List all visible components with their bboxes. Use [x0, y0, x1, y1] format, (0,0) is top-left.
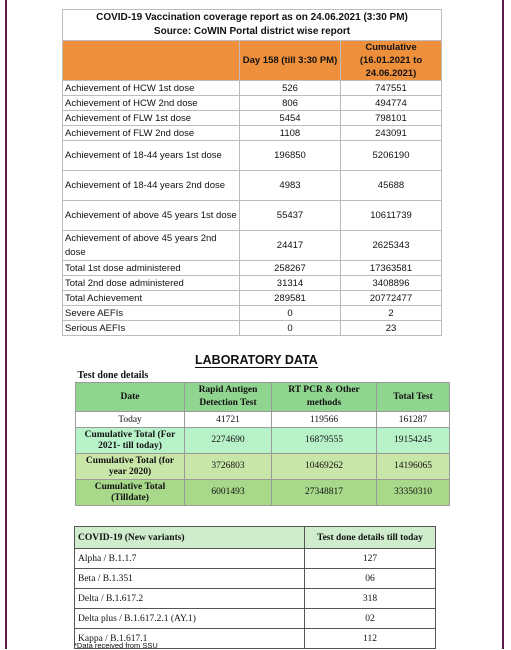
- row-label: Achievement of above 45 years 1st dose: [63, 201, 240, 231]
- row-day-value: 289581: [240, 291, 341, 306]
- row-cumulative-value: 10611739: [341, 201, 442, 231]
- row-cumulative-value: 798101: [341, 111, 442, 126]
- lab-header-rat: Rapid Antigen Detection Test: [185, 383, 272, 412]
- vaccination-header-row: [63, 41, 442, 81]
- table-row: [63, 276, 442, 291]
- lab-rtpcr: 27348817: [272, 480, 377, 506]
- table-row: [75, 609, 436, 629]
- variants-table: [74, 526, 436, 649]
- lab-rtpcr: 119566: [272, 412, 377, 428]
- lab-rat: 3726803: [185, 454, 272, 480]
- table-row: [63, 201, 442, 231]
- vaccination-header-blank: [63, 41, 240, 81]
- row-cumulative-value: 2625343: [341, 231, 442, 261]
- row-label: Serious AEFIs: [63, 321, 240, 336]
- variant-value: 112: [305, 629, 436, 649]
- row-label: Total 1st dose administered: [63, 261, 240, 276]
- row-label: Total 2nd dose administered: [63, 276, 240, 291]
- row-cumulative-value: 747551: [341, 81, 442, 96]
- lab-total: 161287: [377, 412, 450, 428]
- lab-date: Cumulative Total (For 2021- till today): [76, 428, 185, 454]
- table-row: [63, 96, 442, 111]
- vaccination-title-line1: COVID-19 Vaccination coverage report as on 24.06.2021 (3:30 PM): [96, 12, 408, 23]
- lab-rtpcr: 16879555: [272, 428, 377, 454]
- row-label: Achievement of HCW 2nd dose: [63, 96, 240, 111]
- row-cumulative-value: 45688: [341, 171, 442, 201]
- table-row: [75, 589, 436, 609]
- row-day-value: 258267: [240, 261, 341, 276]
- lab-header-rtpcr: RT PCR & Other methods: [272, 383, 377, 412]
- row-label: Severe AEFIs: [63, 306, 240, 321]
- row-cumulative-value: 494774: [341, 96, 442, 111]
- row-day-value: 55437: [240, 201, 341, 231]
- variants-header-value: Test done details till today: [305, 527, 436, 549]
- row-day-value: 4983: [240, 171, 341, 201]
- table-row: [63, 141, 442, 171]
- table-row: [76, 428, 450, 454]
- lab-rat: 6001493: [185, 480, 272, 506]
- table-row: [63, 306, 442, 321]
- vaccination-title-line2: Source: CoWIN Portal district wise report: [153, 26, 351, 37]
- lab-table: [75, 368, 450, 506]
- variant-value: 318: [305, 589, 436, 609]
- variant-name: Delta / B.1.617.2: [75, 589, 305, 609]
- variant-name: Beta / B.1.351: [75, 569, 305, 589]
- table-row: [76, 412, 450, 428]
- row-day-value: 0: [240, 321, 341, 336]
- lab-caption: Test done details: [77, 369, 149, 381]
- footnote: *Data received from SSU: [74, 641, 158, 650]
- variant-name: Alpha / B.1.1.7: [75, 549, 305, 569]
- row-label: Achievement of 18-44 years 2nd dose: [63, 171, 240, 201]
- row-label: Achievement of 18-44 years 1st dose: [63, 141, 240, 171]
- row-cumulative-value: 3408896: [341, 276, 442, 291]
- table-row: [75, 569, 436, 589]
- variants-header-name: COVID-19 (New variants): [75, 527, 305, 549]
- table-row: [63, 231, 442, 261]
- variant-name: Delta plus / B.1.617.2.1 (AY.1): [75, 609, 305, 629]
- vaccination-header-day: Day 158 (till 3:30 PM): [240, 41, 341, 81]
- row-cumulative-value: 23: [341, 321, 442, 336]
- lab-total: 19154245: [377, 428, 450, 454]
- row-label: Achievement of HCW 1st dose: [63, 81, 240, 96]
- lab-date: Today: [76, 412, 185, 428]
- lab-total: 14196065: [377, 454, 450, 480]
- table-row: [76, 454, 450, 480]
- lab-header-row: [76, 383, 450, 412]
- row-day-value: 196850: [240, 141, 341, 171]
- row-cumulative-value: 243091: [341, 126, 442, 141]
- lab-heading: LABORATORY DATA: [195, 353, 318, 367]
- lab-rtpcr: 10469262: [272, 454, 377, 480]
- row-day-value: 5454: [240, 111, 341, 126]
- lab-header-total: Total Test: [377, 383, 450, 412]
- vaccination-header-cumulative: Cumulative (16.01.2021 to 24.06.2021): [341, 41, 442, 81]
- table-row: [63, 81, 442, 96]
- lab-rat: 41721: [185, 412, 272, 428]
- table-row: [63, 111, 442, 126]
- row-day-value: 806: [240, 96, 341, 111]
- page-border-left: [0, 0, 7, 649]
- lab-total: 33350310: [377, 480, 450, 506]
- row-day-value: 31314: [240, 276, 341, 291]
- lab-date: Cumulative Total (Tilldate): [76, 480, 185, 506]
- table-row: [75, 549, 436, 569]
- vaccination-table: [62, 9, 442, 336]
- variants-header-row: [75, 527, 436, 549]
- row-day-value: 24417: [240, 231, 341, 261]
- lab-caption-row: [76, 368, 450, 383]
- row-label: Achievement of FLW 1st dose: [63, 111, 240, 126]
- table-row: [63, 261, 442, 276]
- page-border-right: [502, 0, 511, 649]
- lab-rat: 2274690: [185, 428, 272, 454]
- row-cumulative-value: 17363581: [341, 261, 442, 276]
- variant-value: 02: [305, 609, 436, 629]
- lab-header-date: Date: [76, 383, 185, 412]
- vaccination-title: [63, 10, 442, 41]
- variant-value: 127: [305, 549, 436, 569]
- table-row: [63, 171, 442, 201]
- row-label: Achievement of FLW 2nd dose: [63, 126, 240, 141]
- row-cumulative-value: 20772477: [341, 291, 442, 306]
- variant-value: 06: [305, 569, 436, 589]
- table-row: [63, 291, 442, 306]
- vaccination-title-row: [63, 10, 442, 41]
- row-day-value: 1108: [240, 126, 341, 141]
- table-row: [63, 321, 442, 336]
- table-row: [76, 480, 450, 506]
- lab-date: Cumulative Total (for year 2020): [76, 454, 185, 480]
- row-day-value: 526: [240, 81, 341, 96]
- table-row: [63, 126, 442, 141]
- row-cumulative-value: 5206190: [341, 141, 442, 171]
- row-cumulative-value: 2: [341, 306, 442, 321]
- variant-name: Kappa / B.1.617.1: [75, 629, 305, 649]
- row-day-value: 0: [240, 306, 341, 321]
- row-label: Total Achievement: [63, 291, 240, 306]
- row-label: Achievement of above 45 years 2nd dose: [63, 231, 240, 261]
